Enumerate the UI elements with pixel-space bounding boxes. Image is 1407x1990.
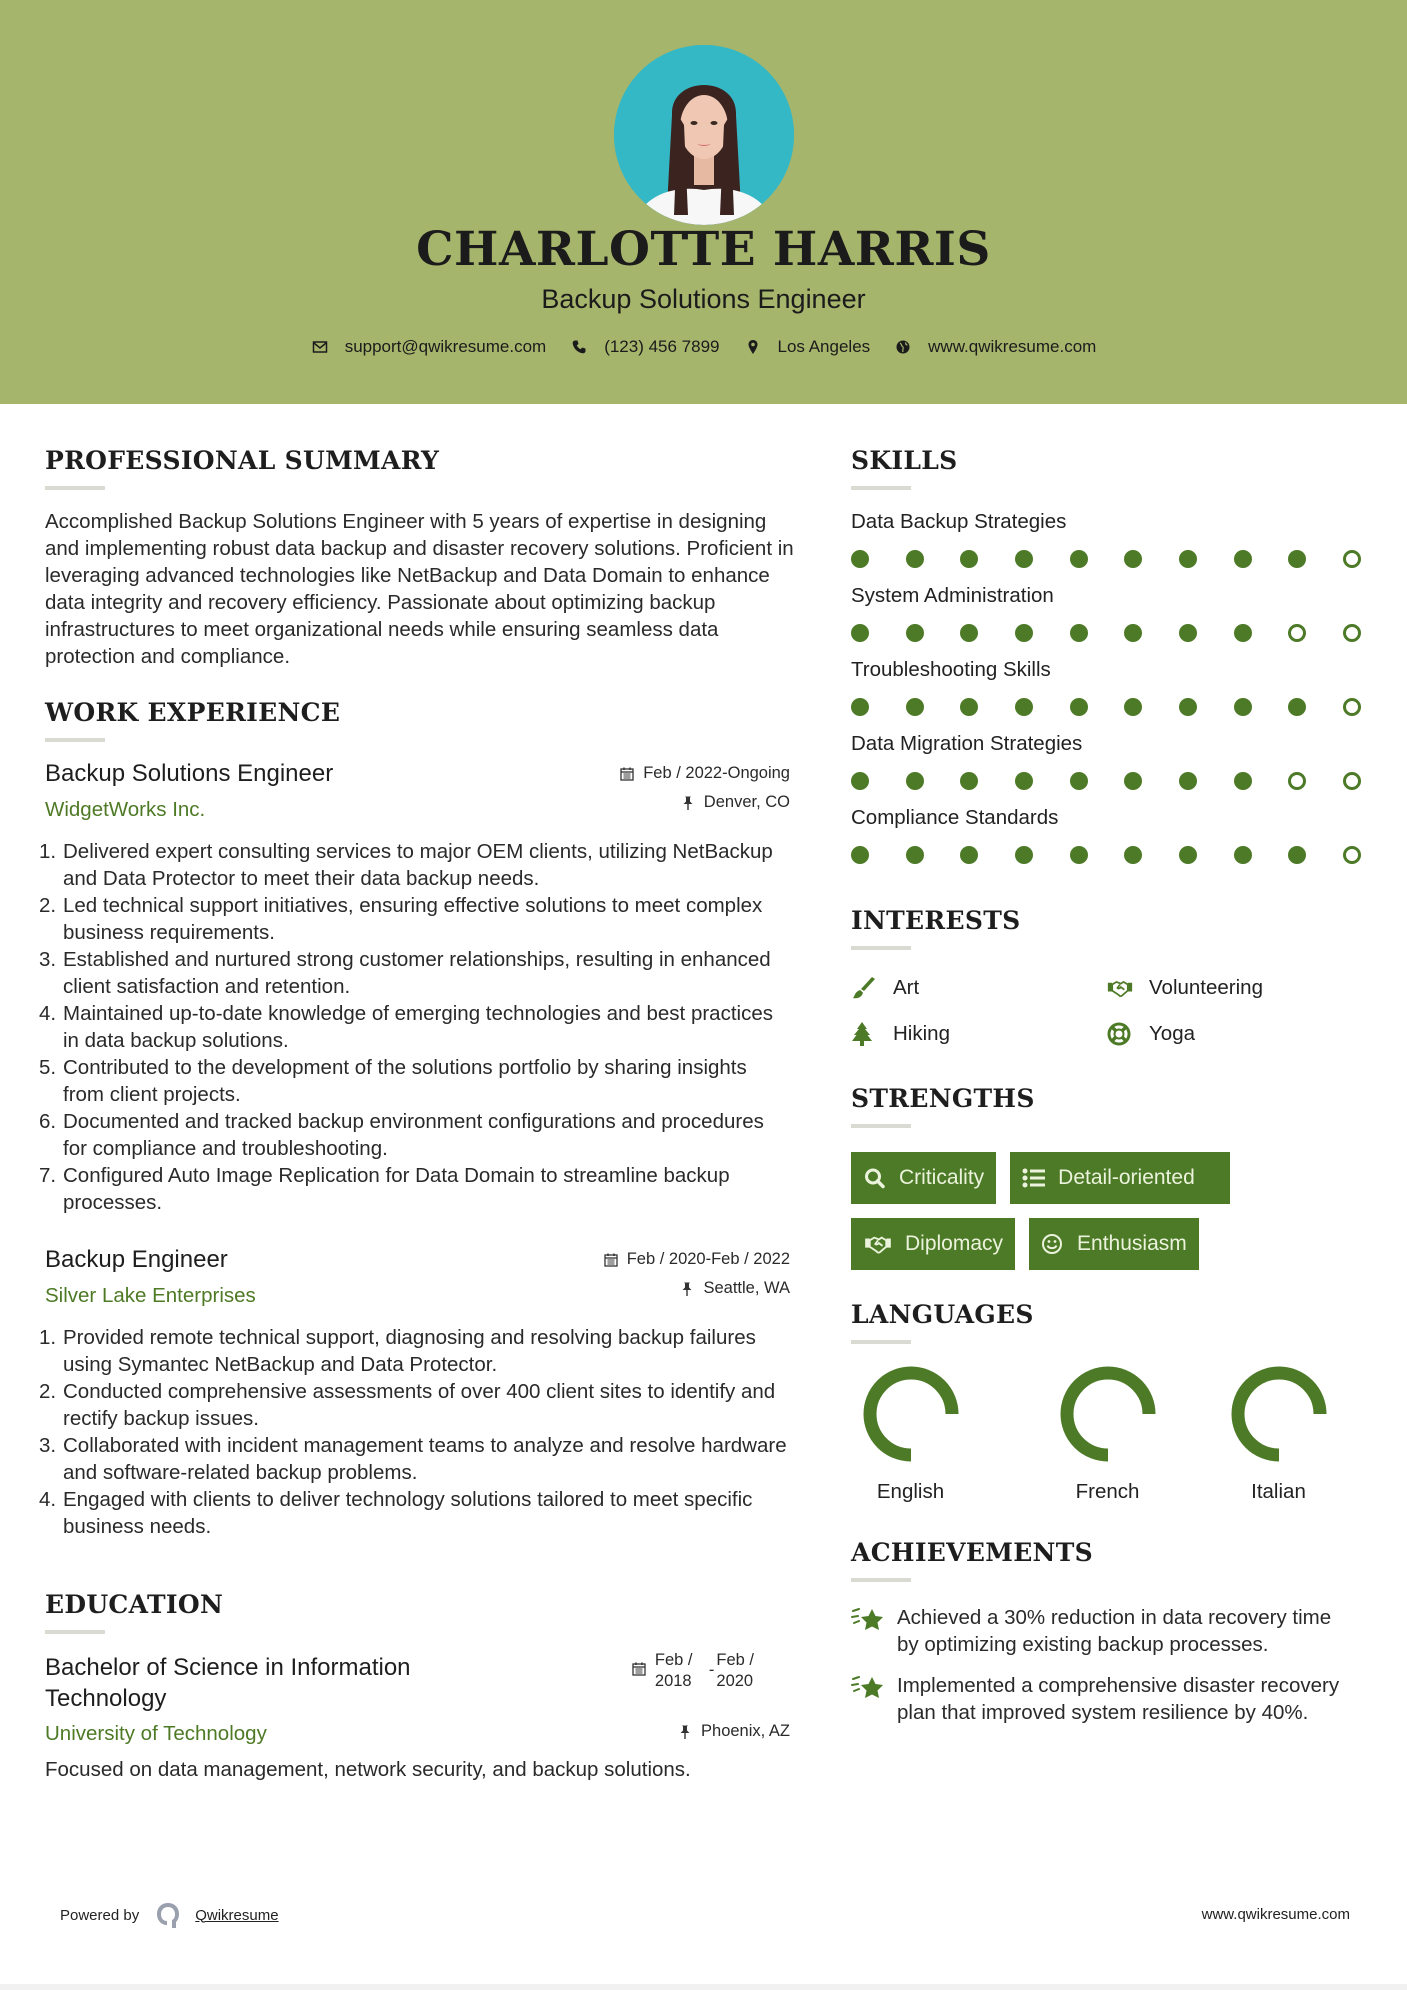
powered-by-label: Powered by	[60, 1906, 140, 1924]
interests-section	[851, 906, 1371, 1050]
list-item: 1. Delivered expert consulting services to major OEM clients, utilizing NetBackup and Data Protector to meet their data backup needs.	[39, 840, 773, 890]
section-heading: ACHIEVEMENTS	[851, 1538, 1093, 1567]
rating-dot-filled	[851, 698, 869, 716]
language-name: Italian	[1251, 1480, 1306, 1503]
rating-dot-empty	[1343, 550, 1361, 568]
section-divider	[45, 486, 105, 490]
rating-dot-filled	[960, 550, 978, 568]
skill-name: Troubleshooting Skills	[851, 658, 1051, 681]
languages-list	[851, 1366, 1371, 1504]
work-experience-section	[39, 698, 790, 1540]
rating-dot-filled	[906, 698, 924, 716]
rating-dot-filled	[1015, 846, 1033, 864]
paintbrush-icon	[851, 976, 879, 1000]
skill-rating	[851, 538, 1361, 580]
rating-dot-filled	[1234, 550, 1252, 568]
section-heading: PROFESSIONAL SUMMARY	[45, 446, 440, 475]
rating-dot-filled	[1015, 550, 1033, 568]
job-dates: Feb / 2022-Ongoing	[619, 764, 790, 783]
interests-list	[851, 972, 1371, 1050]
rating-dot-filled	[906, 624, 924, 642]
footer-website[interactable]: www.qwikresume.com	[1201, 1906, 1350, 1923]
lifebuoy-icon	[1107, 1022, 1135, 1046]
contact-phone-text: (123) 456 7899	[604, 337, 720, 356]
contact-website-text: www.qwikresume.com	[928, 337, 1097, 356]
job-entry	[39, 1246, 790, 1540]
rating-dot-filled	[1179, 772, 1197, 790]
rating-dot-filled	[960, 624, 978, 642]
achievement-item: Achieved a 30% reduction in data recovery time by optimizing existing backup processes.	[851, 1604, 1371, 1658]
rating-dot-filled	[1124, 772, 1142, 790]
rating-dot-filled	[1070, 550, 1088, 568]
shooting-star-icon	[851, 1606, 885, 1634]
strength-chip: Detail-oriented	[1010, 1152, 1230, 1204]
rating-dot-filled	[906, 550, 924, 568]
skill-rating	[851, 686, 1361, 728]
left-column	[39, 404, 794, 1783]
list-item: 2. Led technical support initiatives, ensuring effective solutions to meet complex business requirements.	[39, 894, 763, 944]
rating-dot-filled	[1070, 698, 1088, 716]
section-heading: WORK EXPERIENCE	[45, 698, 341, 727]
section-divider	[851, 946, 911, 950]
degree: Bachelor of Science in Information Technology	[45, 1654, 411, 1712]
education-description: Focused on data management, network security, and backup solutions.	[45, 1758, 691, 1781]
profile-photo	[614, 45, 794, 225]
candidate-title: Backup Solutions Engineer	[541, 284, 866, 314]
rating-dot-filled	[1015, 624, 1033, 642]
list-item: 3. Established and nurtured strong customer relationships, resulting in enhanced client satisfaction and retention.	[39, 948, 771, 998]
rating-dot-filled	[851, 772, 869, 790]
rating-dot-filled	[1124, 846, 1142, 864]
rating-dot-filled	[1234, 624, 1252, 642]
contact-phone[interactable]	[570, 337, 719, 357]
summary-text: Accomplished Backup Solutions Engineer with 5 years of expertise in designing and implementing robust data backup and disaster recovery solutions. Proficient in leveraging advanced technologies like NetBackup and Data Domain to enhance data integrity and recovery efficiency. Passionate about optimizing backup infrastructures to meet organizational needs while ensuring seamless data protection and compliance.	[45, 510, 794, 668]
section-heading: EDUCATION	[45, 1590, 224, 1619]
language-progress-ring	[1231, 1366, 1327, 1462]
interest-volunteering: Volunteering	[1107, 972, 1363, 1004]
list-item: 5. Contributed to the development of the solutions portfolio by sharing insights from client projects.	[39, 1056, 747, 1106]
pushpin-icon	[679, 1281, 695, 1297]
envelope-icon	[311, 338, 329, 356]
language-progress-ring	[863, 1366, 959, 1462]
rating-dot-filled	[1288, 550, 1306, 568]
job-location: Denver, CO	[680, 793, 790, 812]
calendar-icon	[603, 1252, 619, 1268]
education-entry	[45, 1652, 790, 1714]
skill-item	[851, 506, 1371, 580]
search-icon	[863, 1167, 887, 1189]
skill-item	[851, 654, 1371, 728]
list-item: 6. Documented and tracked backup environment configurations and procedures for compliance and troubleshooting.	[39, 1110, 764, 1160]
interest-hiking: Hiking	[851, 1018, 1107, 1050]
section-divider	[45, 1630, 105, 1634]
list-item: 4. Maintained up-to-date knowledge of emerging technologies and best practices in data backup solutions.	[39, 1002, 773, 1052]
language-name: English	[876, 1480, 945, 1503]
school-name: University of Technology	[45, 1722, 267, 1745]
education-section	[45, 1590, 790, 1783]
language-progress-ring	[1060, 1366, 1156, 1462]
section-heading: LANGUAGES	[851, 1300, 1034, 1329]
language-name: French	[1075, 1480, 1140, 1503]
job-title: Backup Engineer	[45, 1246, 228, 1273]
contact-email[interactable]	[311, 337, 547, 357]
rating-dot-filled	[1234, 698, 1252, 716]
skills-list	[851, 506, 1371, 876]
rating-dot-filled	[960, 698, 978, 716]
phone-icon	[570, 338, 588, 356]
achievement-item: Implemented a comprehensive disaster recovery plan that improved system resilience by 40%.	[851, 1672, 1371, 1726]
job-company: WidgetWorks Inc.	[45, 798, 206, 821]
strength-chip: Diplomacy	[851, 1218, 1015, 1270]
rating-dot-filled	[1124, 624, 1142, 642]
rating-dot-filled	[1288, 698, 1306, 716]
rating-dot-filled	[1234, 772, 1252, 790]
rating-dot-filled	[1070, 624, 1088, 642]
profile-photo-illustration	[614, 45, 794, 225]
rating-dot-empty	[1288, 772, 1306, 790]
section-divider	[851, 486, 911, 490]
job-location: Seattle, WA	[679, 1279, 790, 1298]
list-item: 1. Provided remote technical support, diagnosing and resolving backup failures using Symantec NetBackup and Data Protector.	[39, 1326, 756, 1376]
tree-icon	[851, 1022, 879, 1046]
achievements-list	[851, 1604, 1371, 1726]
skill-name: Compliance Standards	[851, 806, 1059, 829]
right-column	[851, 404, 1371, 1726]
skill-item	[851, 802, 1371, 876]
strength-chip: Enthusiasm	[1029, 1218, 1199, 1270]
job-title: Backup Solutions Engineer	[45, 760, 334, 787]
skills-section	[851, 446, 1371, 876]
candidate-name: CHARLOTTE HARRIS	[416, 222, 991, 277]
language-item	[1193, 1366, 1364, 1504]
rating-dot-filled	[1179, 846, 1197, 864]
interest-art: Art	[851, 972, 1107, 1004]
rating-dot-filled	[1070, 772, 1088, 790]
languages-section	[851, 1300, 1371, 1504]
list-icon	[1022, 1167, 1046, 1189]
calendar-icon	[631, 1661, 647, 1677]
map-marker-icon	[744, 338, 762, 356]
rating-dot-filled	[1234, 846, 1252, 864]
smile-icon	[1041, 1233, 1065, 1255]
strength-chip: Criticality	[851, 1152, 996, 1204]
rating-dot-empty	[1343, 624, 1361, 642]
pushpin-icon	[677, 1724, 693, 1740]
rating-dot-filled	[1288, 846, 1306, 864]
language-item	[1022, 1366, 1193, 1504]
qwikresume-link[interactable]: Qwikresume	[195, 1906, 279, 1924]
job-dates: Feb / 2020-Feb / 2022	[603, 1250, 790, 1269]
strengths-section	[851, 1084, 1371, 1270]
section-divider	[45, 738, 105, 742]
pushpin-icon	[680, 795, 696, 811]
rating-dot-filled	[1015, 772, 1033, 790]
rating-dot-filled	[960, 846, 978, 864]
section-divider	[851, 1124, 911, 1128]
achievements-section	[851, 1538, 1371, 1726]
job-company: Silver Lake Enterprises	[45, 1284, 256, 1307]
skill-rating	[851, 834, 1361, 876]
contact-website[interactable]	[894, 337, 1096, 357]
globe-icon	[894, 338, 912, 356]
page-bottom-edge	[0, 1984, 1407, 1990]
list-item: 7. Configured Auto Image Replication for Data Domain to streamline backup processes.	[39, 1164, 730, 1214]
list-item: 4. Engaged with clients to deliver technology solutions tailored to meet specific business needs.	[39, 1488, 753, 1538]
skill-rating	[851, 760, 1361, 802]
handshake-icon	[1107, 976, 1135, 1000]
section-heading: SKILLS	[851, 446, 958, 475]
skill-rating	[851, 612, 1361, 654]
rating-dot-empty	[1288, 624, 1306, 642]
interest-yoga: Yoga	[1107, 1018, 1363, 1050]
rating-dot-filled	[960, 772, 978, 790]
rating-dot-filled	[1124, 698, 1142, 716]
contact-location-text: Los Angeles	[777, 337, 871, 356]
professional-summary-section	[45, 446, 794, 670]
rating-dot-filled	[1179, 550, 1197, 568]
skill-item	[851, 728, 1371, 802]
contact-email-text: support@qwikresume.com	[344, 337, 547, 356]
rating-dot-filled	[851, 550, 869, 568]
section-divider	[851, 1578, 911, 1582]
contact-bar	[0, 337, 1407, 357]
rating-dot-filled	[1015, 698, 1033, 716]
rating-dot-filled	[906, 772, 924, 790]
rating-dot-empty	[1343, 772, 1361, 790]
education-location: Phoenix, AZ	[677, 1722, 790, 1741]
rating-dot-filled	[851, 846, 869, 864]
resume-header	[0, 0, 1407, 404]
section-divider	[851, 1340, 911, 1344]
rating-dot-filled	[851, 624, 869, 642]
rating-dot-empty	[1343, 698, 1361, 716]
rating-dot-filled	[1179, 624, 1197, 642]
rating-dot-filled	[1124, 550, 1142, 568]
rating-dot-filled	[1070, 846, 1088, 864]
qwikresume-logo-icon	[153, 1900, 183, 1930]
language-item	[851, 1366, 970, 1504]
job-responsibilities	[39, 838, 790, 1216]
rating-dot-empty	[1343, 846, 1361, 864]
rating-dot-filled	[1179, 698, 1197, 716]
footer-powered-by	[60, 1900, 279, 1930]
shooting-star-icon	[851, 1674, 885, 1702]
skill-item	[851, 580, 1371, 654]
job-responsibilities	[39, 1324, 790, 1540]
contact-location	[744, 337, 871, 357]
skill-name: Data Backup Strategies	[851, 510, 1067, 533]
strengths-list	[851, 1152, 1371, 1270]
rating-dot-filled	[906, 846, 924, 864]
skill-name: System Administration	[851, 584, 1054, 607]
list-item: 3. Collaborated with incident management teams to analyze and resolve hardware and software-related backup problems.	[39, 1434, 787, 1484]
section-heading: STRENGTHS	[851, 1084, 1035, 1113]
skill-name: Data Migration Strategies	[851, 732, 1083, 755]
section-heading: INTERESTS	[851, 906, 1021, 935]
list-item: 2. Conducted comprehensive assessments of over 400 client sites to identify and rectify backup issues.	[39, 1380, 776, 1430]
calendar-icon	[619, 766, 635, 782]
job-entry	[39, 760, 790, 1216]
education-dates: Feb / 2018 - Feb / 2020	[631, 1650, 754, 1692]
handshake-icon	[863, 1233, 893, 1255]
